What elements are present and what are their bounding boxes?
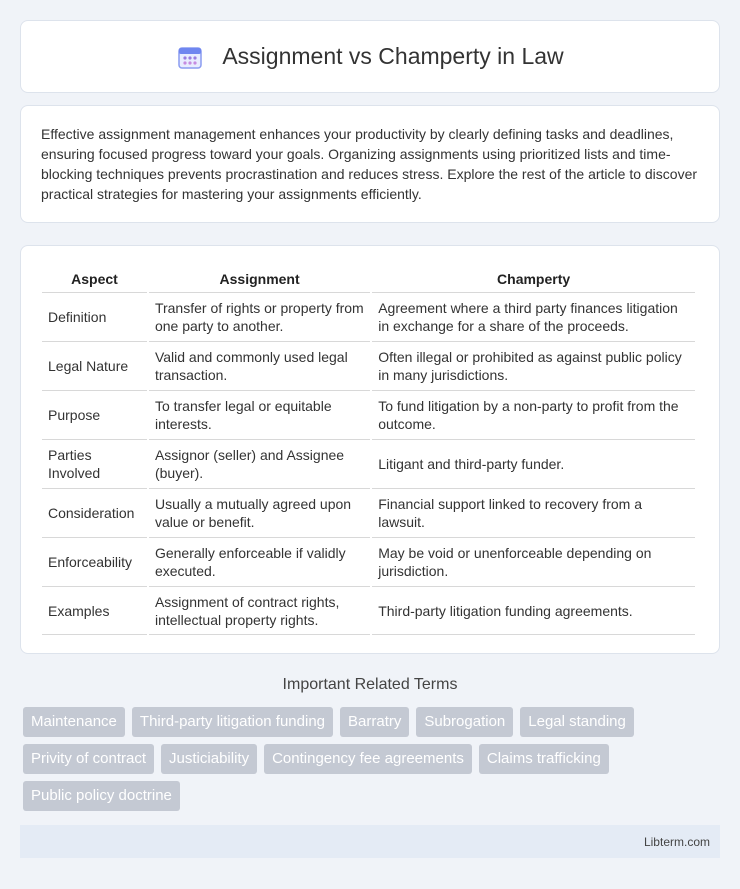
- table-cell-champerty: Third-party litigation funding agreements.: [372, 586, 695, 635]
- table-cell-assignment: Generally enforceable if validly executed.: [149, 537, 370, 586]
- table-cell-champerty: May be void or unenforceable depending on jurisdiction.: [372, 537, 695, 586]
- related-terms-title: Important Related Terms: [282, 676, 458, 693]
- table-cell-assignment: Transfer of rights or property from one party to another.: [149, 292, 370, 341]
- table-row: [42, 292, 695, 341]
- table-cell-aspect: Definition: [42, 292, 147, 341]
- page-title: Assignment vs Champerty in Law: [222, 43, 564, 69]
- header-card: [20, 20, 720, 93]
- table-row: [42, 439, 695, 488]
- footer: [20, 825, 720, 858]
- table-row: [42, 586, 695, 635]
- comparison-table: [40, 266, 697, 635]
- table-header-row: [42, 266, 695, 292]
- table-cell-assignment: Assignor (seller) and Assignee (buyer).: [149, 439, 370, 488]
- related-term-tag[interactable]: Barratry: [340, 707, 409, 737]
- table-row: [42, 537, 695, 586]
- calendar-icon: [176, 43, 204, 71]
- related-term-tag[interactable]: Maintenance: [23, 707, 125, 737]
- intro-card: [20, 105, 720, 223]
- table-cell-champerty: Agreement where a third party finances litigation in exchange for a share of the proceeds.: [372, 292, 695, 341]
- related-term-tag[interactable]: Claims trafficking: [479, 744, 609, 774]
- table-cell-champerty: To fund litigation by a non-party to profit from the outcome.: [372, 390, 695, 439]
- related-term-tag[interactable]: Justiciability: [161, 744, 257, 774]
- table-cell-aspect: Consideration: [42, 488, 147, 537]
- table-cell-assignment: Assignment of contract rights, intellectual property rights.: [149, 586, 370, 635]
- table-cell-champerty: Financial support linked to recovery from a lawsuit.: [372, 488, 695, 537]
- table-cell-champerty: Litigant and third-party funder.: [372, 439, 695, 488]
- table-cell-champerty: Often illegal or prohibited as against public policy in many jurisdictions.: [372, 341, 695, 390]
- column-header-aspect: Aspect: [71, 271, 118, 287]
- related-terms-list: [23, 707, 723, 811]
- intro-text: Effective assignment management enhances your productivity by clearly defining tasks and deadlines, ensuring focused progress toward your goals. Organizing assignments using prioritized lists and time-blocking techniques prevents procrastination and reduces stress. Explore the rest of the article to discover practical strategies for mastering your assignments efficiently.: [41, 126, 698, 202]
- comparison-table-card: [20, 245, 720, 654]
- related-term-tag[interactable]: Public policy doctrine: [23, 781, 180, 811]
- table-cell-aspect: Parties Involved: [42, 439, 147, 488]
- table-cell-aspect: Purpose: [42, 390, 147, 439]
- related-term-tag[interactable]: Subrogation: [416, 707, 513, 737]
- table-row: [42, 390, 695, 439]
- related-term-tag[interactable]: Privity of contract: [23, 744, 154, 774]
- footer-site-link[interactable]: Libterm.com: [643, 834, 710, 849]
- table-cell-assignment: To transfer legal or equitable interests.: [149, 390, 370, 439]
- related-term-tag[interactable]: Legal standing: [520, 707, 634, 737]
- column-header-champerty: Champerty: [497, 271, 571, 287]
- table-cell-aspect: Examples: [42, 586, 147, 635]
- table-cell-assignment: Usually a mutually agreed upon value or benefit.: [149, 488, 370, 537]
- related-term-tag[interactable]: Third-party litigation funding: [132, 707, 333, 737]
- table-row: [42, 341, 695, 390]
- table-cell-aspect: Enforceability: [42, 537, 147, 586]
- column-header-assignment: Assignment: [219, 271, 300, 287]
- related-term-tag[interactable]: Contingency fee agreements: [264, 744, 472, 774]
- table-cell-assignment: Valid and commonly used legal transaction.: [149, 341, 370, 390]
- table-cell-aspect: Legal Nature: [42, 341, 147, 390]
- table-row: [42, 488, 695, 537]
